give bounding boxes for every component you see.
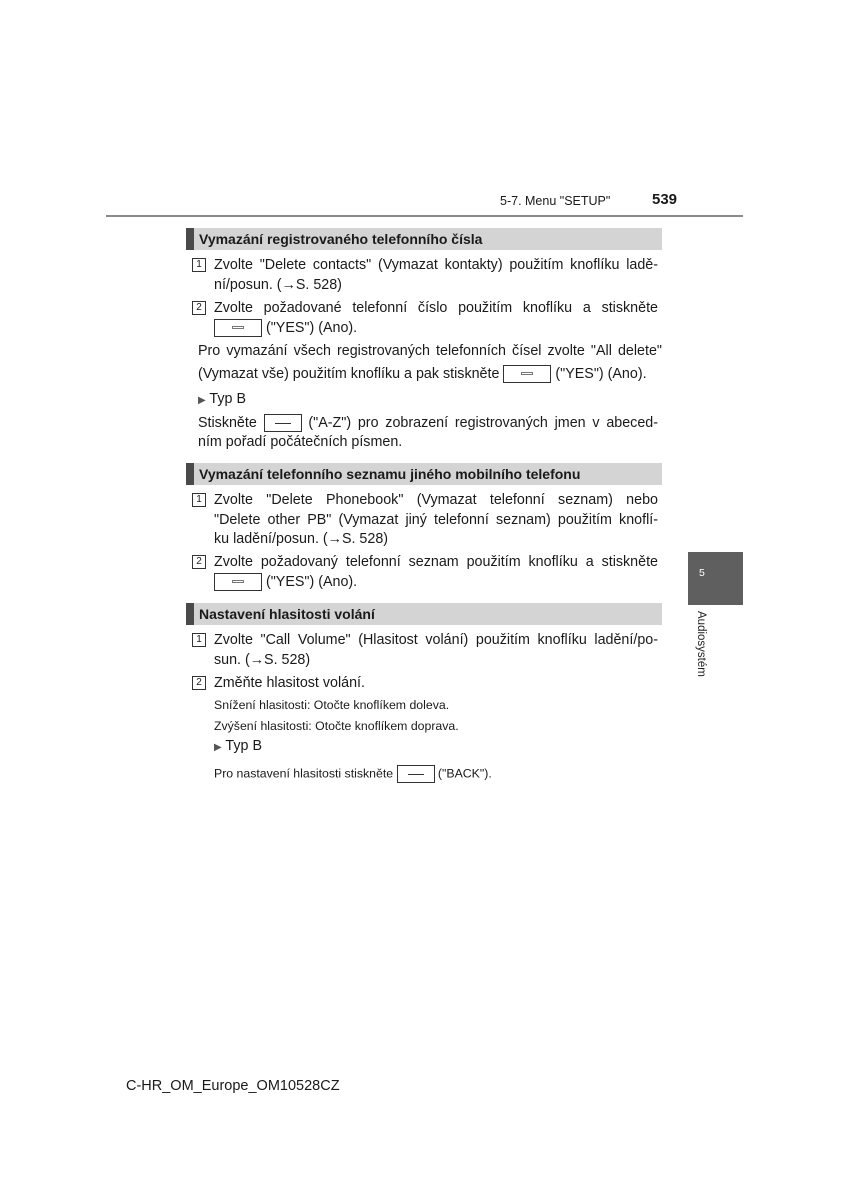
header-rule (106, 215, 743, 217)
step-text: Zvolte požadovaný telefonní seznam použitím knoflíku a stiskněte (214, 554, 658, 570)
section-heading-delete-number: Vymazání registrovaného telefonního čísla (186, 228, 662, 250)
yes-button-icon (214, 573, 262, 591)
typ-text: ním pořadí počátečních písmen. (198, 434, 403, 450)
section-heading-call-volume: Nastavení hlasitosti volání (186, 603, 662, 625)
step-text: Změňte hlasitost volání. (214, 675, 365, 691)
az-button-icon (264, 414, 302, 432)
note-text: (Vymazat vše) použitím knoflíku a pak stiskněte (198, 366, 500, 382)
step-number: 2 (192, 676, 206, 690)
note-text-line (198, 364, 647, 384)
step-text: Zvolte "Delete contacts" (Vymazat kontakty) použitím knoflíku ladě- (214, 257, 658, 273)
step-text: ní/posun. (→S. 528) (214, 277, 342, 293)
section-heading-delete-phonebook: Vymazání telefonního seznamu jiného mobilního telefonu (186, 463, 662, 485)
triangle-bullet-icon: ▶ (214, 742, 222, 753)
note-text: Pro vymazání všech registrovaných telefonních čísel zvolte "All delete" (198, 343, 662, 359)
note-text: Zvýšení hlasitosti: Otočte knoflíkem doprava. (214, 719, 459, 733)
chapter-tab (688, 552, 743, 605)
step-text: Zvolte "Call Volume" (Hlasitost volání) použitím knoflíku ladění/po- (214, 632, 658, 648)
note-text: Snížení hlasitosti: Otočte knoflíkem doleva. (214, 698, 450, 712)
chapter-tab-number: 5 (699, 567, 705, 579)
step-number: 1 (192, 493, 206, 507)
chapter-label: Audiosystém (695, 611, 707, 677)
step-text: Zvolte "Delete Phonebook" (Vymazat telefonní seznam) nebo (214, 492, 658, 508)
footer-document-code: C-HR_OM_Europe_OM10528CZ (126, 1078, 340, 1094)
step-text: ("YES") (Ano). (262, 320, 358, 336)
step-text: sun. (→S. 528) (214, 652, 311, 668)
typ-text: ("A-Z") pro zobrazení registrovaných jmen v abeced- (301, 415, 658, 431)
step-number: 2 (192, 555, 206, 569)
triangle-bullet-icon: ▶ (198, 395, 206, 406)
step-text-line (214, 318, 357, 338)
typ-label: Typ B (209, 391, 246, 407)
typ-label: Typ B (225, 738, 262, 754)
typ-text-line (214, 765, 492, 783)
typ-text: ("BACK"). (434, 766, 492, 781)
step-text: ku ladění/posun. (→S. 528) (214, 531, 389, 547)
page-number: 539 (652, 191, 678, 208)
typ-text-line (198, 413, 658, 433)
step-number: 1 (192, 633, 206, 647)
step-text-line (214, 572, 357, 592)
back-button-icon (397, 765, 435, 783)
typ-b-label (214, 736, 262, 758)
step-text: Zvolte požadované telefonní číslo použitím knoflíku a stiskněte (214, 300, 658, 316)
typ-b-label (198, 389, 246, 411)
step-number: 2 (192, 301, 206, 315)
header-section-title: 5-7. Menu "SETUP" (500, 194, 611, 208)
typ-text: Stiskněte (198, 415, 257, 431)
yes-button-icon (503, 365, 551, 383)
note-text: ("YES") (Ano). (551, 366, 647, 382)
typ-text: Pro nastavení hlasitosti stiskněte (214, 766, 394, 781)
step-number: 1 (192, 258, 206, 272)
yes-button-icon (214, 319, 262, 337)
step-text: "Delete other PB" (Vymazat jiný telefonní seznam) použitím knoflí- (214, 512, 658, 528)
step-text: ("YES") (Ano). (262, 574, 358, 590)
